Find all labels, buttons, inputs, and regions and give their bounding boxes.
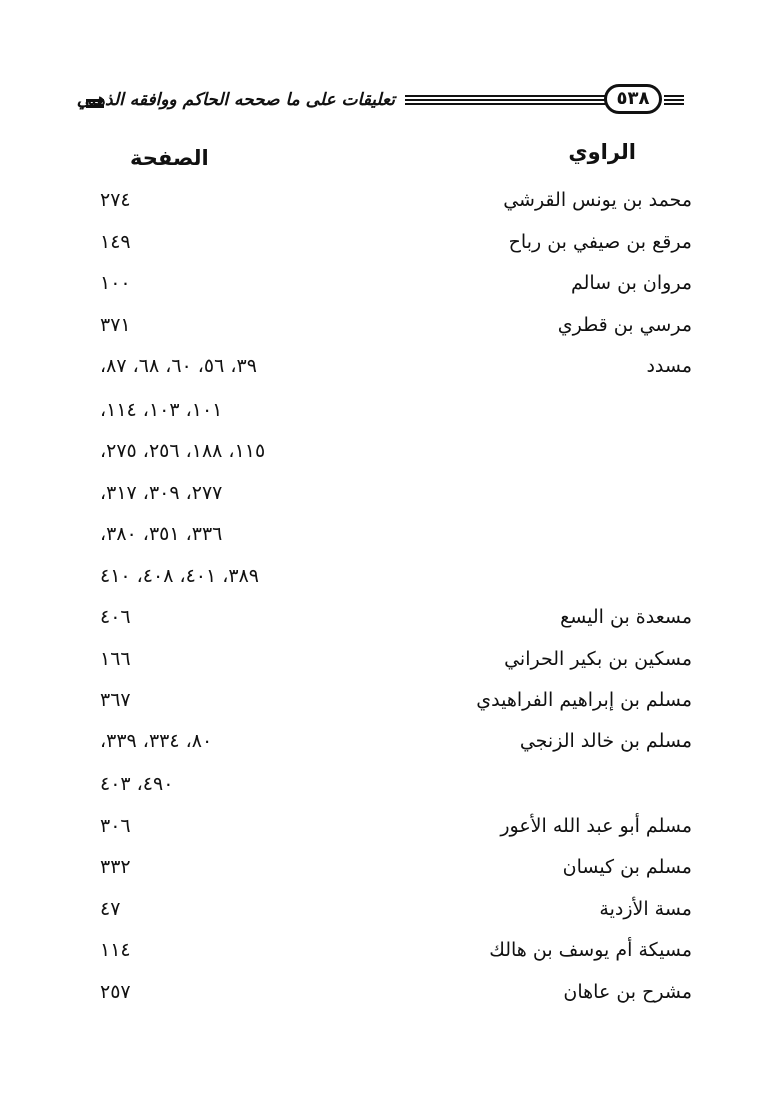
narrator-name: مسكين بن بكير الحراني xyxy=(504,648,692,670)
index-row xyxy=(0,311,772,341)
index-row xyxy=(0,352,772,382)
narrator-name: مسلم بن خالد الزنجي xyxy=(519,730,692,752)
index-row xyxy=(0,437,772,467)
page-references: ٤٩٠، ٤٠٣ xyxy=(100,773,174,795)
narrator-name: مسلم بن إبراهيم الفراهيدي xyxy=(476,689,692,711)
page-references: ٣٠٦ xyxy=(100,815,131,837)
header-rule xyxy=(405,95,605,109)
index-row xyxy=(0,603,772,633)
index-row xyxy=(0,479,772,509)
narrator-name: مسلم بن كيسان xyxy=(562,856,692,878)
narrator-name: مسدد xyxy=(646,355,692,377)
page-references: ٣٨٩، ٤٠١، ٤٠٨، ٤١٠ xyxy=(100,565,260,587)
page-references: ١١٤ xyxy=(100,939,131,961)
index-row xyxy=(0,812,772,842)
index-row xyxy=(0,770,772,800)
page-column-heading: الصفحة xyxy=(130,146,209,170)
index-row xyxy=(0,645,772,675)
narrator-name: مسلم أبو عبد الله الأعور xyxy=(500,815,692,837)
page-references: ٣٧١ xyxy=(100,314,131,336)
index-row xyxy=(0,895,772,925)
index-row xyxy=(0,269,772,299)
narrator-name: مرسي بن قطري xyxy=(557,314,692,336)
index-row xyxy=(0,978,772,1008)
page-references: ٣٣٦، ٣٥١، ٣٨٠، xyxy=(100,523,223,545)
page-references: ٨٠، ٣٣٤، ٣٣٩، xyxy=(100,730,213,752)
page-references: ١٠٠ xyxy=(100,272,131,294)
index-row xyxy=(0,936,772,966)
page-references: ١٦٦ xyxy=(100,648,131,670)
page-references: ١٠١، ١٠٣، ١١٤، xyxy=(100,399,223,421)
page-references: ٣٦٧ xyxy=(100,689,131,711)
narrator-name: مروان بن سالم xyxy=(570,272,692,294)
index-row xyxy=(0,562,772,592)
page-references: ٢٥٧ xyxy=(100,981,131,1003)
page-references: ١٤٩ xyxy=(100,231,131,253)
index-row xyxy=(0,853,772,883)
index-row xyxy=(0,520,772,550)
index-row xyxy=(0,727,772,757)
narrator-name: محمد بن يونس القرشي xyxy=(503,189,692,211)
narrator-name: مشرح بن عاهان xyxy=(563,981,692,1003)
page-references: ٤٠٦ xyxy=(100,606,131,628)
header-rule-right xyxy=(664,95,684,109)
page-references: ٣٣٢ xyxy=(100,856,131,878)
page-number-badge: ٥٣٨ xyxy=(604,84,662,114)
index-row xyxy=(0,228,772,258)
page-references: ٢٧٤ xyxy=(100,189,131,211)
index-row xyxy=(0,686,772,716)
page-references: ٢٧٧، ٣٠٩، ٣١٧، xyxy=(100,482,223,504)
narrator-name: مسعدة بن اليسع xyxy=(560,606,692,628)
narrator-name: مسة الأزدية xyxy=(599,898,692,920)
page-references: ١١٥، ١٨٨، ٢٥٦، ٢٧٥، xyxy=(100,440,266,462)
narrator-name: مرقع بن صيفي بن رباح xyxy=(508,231,692,253)
index-row xyxy=(0,186,772,216)
index-row xyxy=(0,396,772,426)
page-references: ٤٧ xyxy=(100,898,121,920)
narrator-name: مسيكة أم يوسف بن هالك xyxy=(489,939,692,961)
narrator-column-heading: الراوي xyxy=(568,140,636,164)
page-references: ٣٩، ٥٦، ٦٠، ٦٨، ٨٧، xyxy=(100,355,257,377)
running-header-title: تعليقات على ما صححه الحاكم ووافقه الذهبي xyxy=(76,90,395,110)
